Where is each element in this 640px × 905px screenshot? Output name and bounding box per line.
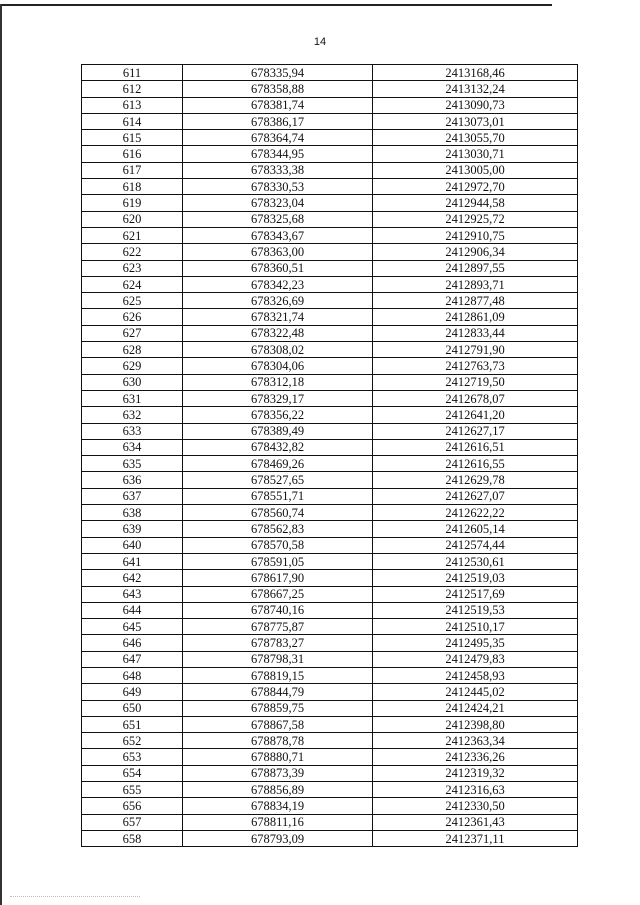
table-row — [82, 537, 578, 553]
y-coordinate-cell: 2413030,71 — [373, 146, 578, 162]
table-row — [82, 130, 578, 146]
y-coordinate-cell: 2412479,83 — [373, 651, 578, 667]
y-coordinate-cell: 2412897,55 — [373, 260, 578, 276]
x-coordinate-cell: 678562,83 — [183, 521, 373, 537]
point-number-cell: 622 — [82, 244, 183, 260]
x-coordinate-cell: 678878,78 — [183, 733, 373, 749]
y-coordinate-cell: 2412893,71 — [373, 276, 578, 292]
y-coordinate-cell: 2412629,78 — [373, 472, 578, 488]
x-coordinate-cell: 678880,71 — [183, 749, 373, 765]
point-number-cell: 644 — [82, 602, 183, 618]
point-number-cell: 625 — [82, 293, 183, 309]
point-number-cell: 635 — [82, 456, 183, 472]
table-row — [82, 97, 578, 113]
table-row — [82, 521, 578, 537]
table-row — [82, 390, 578, 406]
table-row — [82, 749, 578, 765]
x-coordinate-cell: 678389,49 — [183, 423, 373, 439]
table-row — [82, 113, 578, 129]
table-row — [82, 586, 578, 602]
y-coordinate-cell: 2412877,48 — [373, 293, 578, 309]
x-coordinate-cell: 678356,22 — [183, 407, 373, 423]
table-row — [82, 407, 578, 423]
x-coordinate-cell: 678859,75 — [183, 700, 373, 716]
y-coordinate-cell: 2413132,24 — [373, 81, 578, 97]
table-row — [82, 423, 578, 439]
x-coordinate-cell: 678798,31 — [183, 651, 373, 667]
x-coordinate-cell: 678335,94 — [183, 65, 373, 81]
y-coordinate-cell: 2413055,70 — [373, 130, 578, 146]
x-coordinate-cell: 678322,48 — [183, 325, 373, 341]
point-number-cell: 623 — [82, 260, 183, 276]
point-number-cell: 628 — [82, 342, 183, 358]
table-row — [82, 81, 578, 97]
y-coordinate-cell: 2412791,90 — [373, 342, 578, 358]
table-row — [82, 244, 578, 260]
point-number-cell: 653 — [82, 749, 183, 765]
point-number-cell: 618 — [82, 179, 183, 195]
y-coordinate-cell: 2412861,09 — [373, 309, 578, 325]
y-coordinate-cell: 2412519,03 — [373, 570, 578, 586]
y-coordinate-cell: 2412424,21 — [373, 700, 578, 716]
x-coordinate-cell: 678551,71 — [183, 488, 373, 504]
table-row — [82, 276, 578, 292]
x-coordinate-cell: 678591,05 — [183, 553, 373, 569]
y-coordinate-cell: 2412574,44 — [373, 537, 578, 553]
x-coordinate-cell: 678326,69 — [183, 293, 373, 309]
point-number-cell: 633 — [82, 423, 183, 439]
table-row — [82, 65, 578, 81]
y-coordinate-cell: 2412530,61 — [373, 553, 578, 569]
point-number-cell: 654 — [82, 765, 183, 781]
table-row — [82, 260, 578, 276]
table-row — [82, 456, 578, 472]
point-number-cell: 627 — [82, 325, 183, 341]
y-coordinate-cell: 2412495,35 — [373, 635, 578, 651]
table-row — [82, 309, 578, 325]
x-coordinate-cell: 678358,88 — [183, 81, 373, 97]
table-row — [82, 635, 578, 651]
point-number-cell: 634 — [82, 439, 183, 455]
table-row — [82, 619, 578, 635]
point-number-cell: 656 — [82, 798, 183, 814]
coordinates-table-body — [82, 65, 578, 847]
y-coordinate-cell: 2412398,80 — [373, 716, 578, 732]
x-coordinate-cell: 678323,04 — [183, 195, 373, 211]
y-coordinate-cell: 2412925,72 — [373, 211, 578, 227]
table-row — [82, 179, 578, 195]
table-row — [82, 782, 578, 798]
bottom-dotted-line — [10, 896, 140, 897]
point-number-cell: 657 — [82, 814, 183, 830]
x-coordinate-cell: 678333,38 — [183, 162, 373, 178]
x-coordinate-cell: 678775,87 — [183, 619, 373, 635]
y-coordinate-cell: 2412371,11 — [373, 830, 578, 846]
point-number-cell: 639 — [82, 521, 183, 537]
point-number-cell: 617 — [82, 162, 183, 178]
point-number-cell: 655 — [82, 782, 183, 798]
table-row — [82, 293, 578, 309]
y-coordinate-cell: 2412627,07 — [373, 488, 578, 504]
table-row — [82, 488, 578, 504]
point-number-cell: 658 — [82, 830, 183, 846]
y-coordinate-cell: 2412319,32 — [373, 765, 578, 781]
point-number-cell: 614 — [82, 113, 183, 129]
table-row — [82, 146, 578, 162]
point-number-cell: 630 — [82, 374, 183, 390]
point-number-cell: 619 — [82, 195, 183, 211]
table-row — [82, 374, 578, 390]
y-coordinate-cell: 2412616,55 — [373, 456, 578, 472]
point-number-cell: 651 — [82, 716, 183, 732]
x-coordinate-cell: 678667,25 — [183, 586, 373, 602]
y-coordinate-cell: 2412763,73 — [373, 358, 578, 374]
y-coordinate-cell: 2412719,50 — [373, 374, 578, 390]
point-number-cell: 642 — [82, 570, 183, 586]
y-coordinate-cell: 2412336,26 — [373, 749, 578, 765]
table-row — [82, 472, 578, 488]
x-coordinate-cell: 678560,74 — [183, 505, 373, 521]
point-number-cell: 649 — [82, 684, 183, 700]
point-number-cell: 621 — [82, 227, 183, 243]
point-number-cell: 647 — [82, 651, 183, 667]
y-coordinate-cell: 2412330,50 — [373, 798, 578, 814]
x-coordinate-cell: 678844,79 — [183, 684, 373, 700]
point-number-cell: 645 — [82, 619, 183, 635]
y-coordinate-cell: 2413090,73 — [373, 97, 578, 113]
point-number-cell: 636 — [82, 472, 183, 488]
table-row — [82, 765, 578, 781]
table-row — [82, 570, 578, 586]
x-coordinate-cell: 678363,00 — [183, 244, 373, 260]
y-coordinate-cell: 2413168,46 — [373, 65, 578, 81]
x-coordinate-cell: 678321,74 — [183, 309, 373, 325]
x-coordinate-cell: 678330,53 — [183, 179, 373, 195]
x-coordinate-cell: 678617,90 — [183, 570, 373, 586]
table-row — [82, 651, 578, 667]
x-coordinate-cell: 678381,74 — [183, 97, 373, 113]
y-coordinate-cell: 2412622,22 — [373, 505, 578, 521]
point-number-cell: 613 — [82, 97, 183, 113]
top-border-line — [0, 4, 552, 6]
x-coordinate-cell: 678342,23 — [183, 276, 373, 292]
x-coordinate-cell: 678783,27 — [183, 635, 373, 651]
left-border-line — [0, 4, 2, 905]
point-number-cell: 624 — [82, 276, 183, 292]
y-coordinate-cell: 2412944,58 — [373, 195, 578, 211]
y-coordinate-cell: 2412363,34 — [373, 733, 578, 749]
coordinates-table — [81, 64, 578, 847]
table-row — [82, 733, 578, 749]
page-number: 14 — [313, 36, 327, 48]
y-coordinate-cell: 2412616,51 — [373, 439, 578, 455]
point-number-cell: 646 — [82, 635, 183, 651]
y-coordinate-cell: 2412627,17 — [373, 423, 578, 439]
x-coordinate-cell: 678469,26 — [183, 456, 373, 472]
x-coordinate-cell: 678325,68 — [183, 211, 373, 227]
point-number-cell: 631 — [82, 390, 183, 406]
y-coordinate-cell: 2412972,70 — [373, 179, 578, 195]
y-coordinate-cell: 2413005,00 — [373, 162, 578, 178]
table-row — [82, 342, 578, 358]
x-coordinate-cell: 678344,95 — [183, 146, 373, 162]
y-coordinate-cell: 2412678,07 — [373, 390, 578, 406]
table-row — [82, 439, 578, 455]
table-row — [82, 716, 578, 732]
x-coordinate-cell: 678312,18 — [183, 374, 373, 390]
point-number-cell: 640 — [82, 537, 183, 553]
y-coordinate-cell: 2412833,44 — [373, 325, 578, 341]
x-coordinate-cell: 678819,15 — [183, 667, 373, 683]
table-row — [82, 211, 578, 227]
y-coordinate-cell: 2412605,14 — [373, 521, 578, 537]
x-coordinate-cell: 678304,06 — [183, 358, 373, 374]
x-coordinate-cell: 678329,17 — [183, 390, 373, 406]
x-coordinate-cell: 678834,19 — [183, 798, 373, 814]
y-coordinate-cell: 2413073,01 — [373, 113, 578, 129]
x-coordinate-cell: 678527,65 — [183, 472, 373, 488]
point-number-cell: 652 — [82, 733, 183, 749]
x-coordinate-cell: 678811,16 — [183, 814, 373, 830]
point-number-cell: 637 — [82, 488, 183, 504]
x-coordinate-cell: 678386,17 — [183, 113, 373, 129]
table-row — [82, 227, 578, 243]
x-coordinate-cell: 678432,82 — [183, 439, 373, 455]
y-coordinate-cell: 2412445,02 — [373, 684, 578, 700]
table-row — [82, 358, 578, 374]
table-row — [82, 602, 578, 618]
y-coordinate-cell: 2412910,75 — [373, 227, 578, 243]
table-row — [82, 684, 578, 700]
table-row — [82, 700, 578, 716]
x-coordinate-cell: 678570,58 — [183, 537, 373, 553]
table-row — [82, 505, 578, 521]
y-coordinate-cell: 2412517,69 — [373, 586, 578, 602]
x-coordinate-cell: 678364,74 — [183, 130, 373, 146]
point-number-cell: 612 — [82, 81, 183, 97]
table-row — [82, 830, 578, 846]
point-number-cell: 650 — [82, 700, 183, 716]
point-number-cell: 615 — [82, 130, 183, 146]
point-number-cell: 632 — [82, 407, 183, 423]
y-coordinate-cell: 2412316,63 — [373, 782, 578, 798]
point-number-cell: 638 — [82, 505, 183, 521]
x-coordinate-cell: 678867,58 — [183, 716, 373, 732]
table-row — [82, 325, 578, 341]
y-coordinate-cell: 2412641,20 — [373, 407, 578, 423]
table-row — [82, 162, 578, 178]
x-coordinate-cell: 678873,39 — [183, 765, 373, 781]
point-number-cell: 643 — [82, 586, 183, 602]
point-number-cell: 641 — [82, 553, 183, 569]
table-row — [82, 798, 578, 814]
point-number-cell: 648 — [82, 667, 183, 683]
table-row — [82, 195, 578, 211]
y-coordinate-cell: 2412519,53 — [373, 602, 578, 618]
y-coordinate-cell: 2412361,43 — [373, 814, 578, 830]
point-number-cell: 626 — [82, 309, 183, 325]
y-coordinate-cell: 2412510,17 — [373, 619, 578, 635]
x-coordinate-cell: 678856,89 — [183, 782, 373, 798]
table-row — [82, 553, 578, 569]
table-row — [82, 667, 578, 683]
point-number-cell: 629 — [82, 358, 183, 374]
x-coordinate-cell: 678793,09 — [183, 830, 373, 846]
y-coordinate-cell: 2412458,93 — [373, 667, 578, 683]
x-coordinate-cell: 678308,02 — [183, 342, 373, 358]
y-coordinate-cell: 2412906,34 — [373, 244, 578, 260]
point-number-cell: 611 — [82, 65, 183, 81]
x-coordinate-cell: 678360,51 — [183, 260, 373, 276]
point-number-cell: 616 — [82, 146, 183, 162]
point-number-cell: 620 — [82, 211, 183, 227]
table-row — [82, 814, 578, 830]
x-coordinate-cell: 678343,67 — [183, 227, 373, 243]
x-coordinate-cell: 678740,16 — [183, 602, 373, 618]
